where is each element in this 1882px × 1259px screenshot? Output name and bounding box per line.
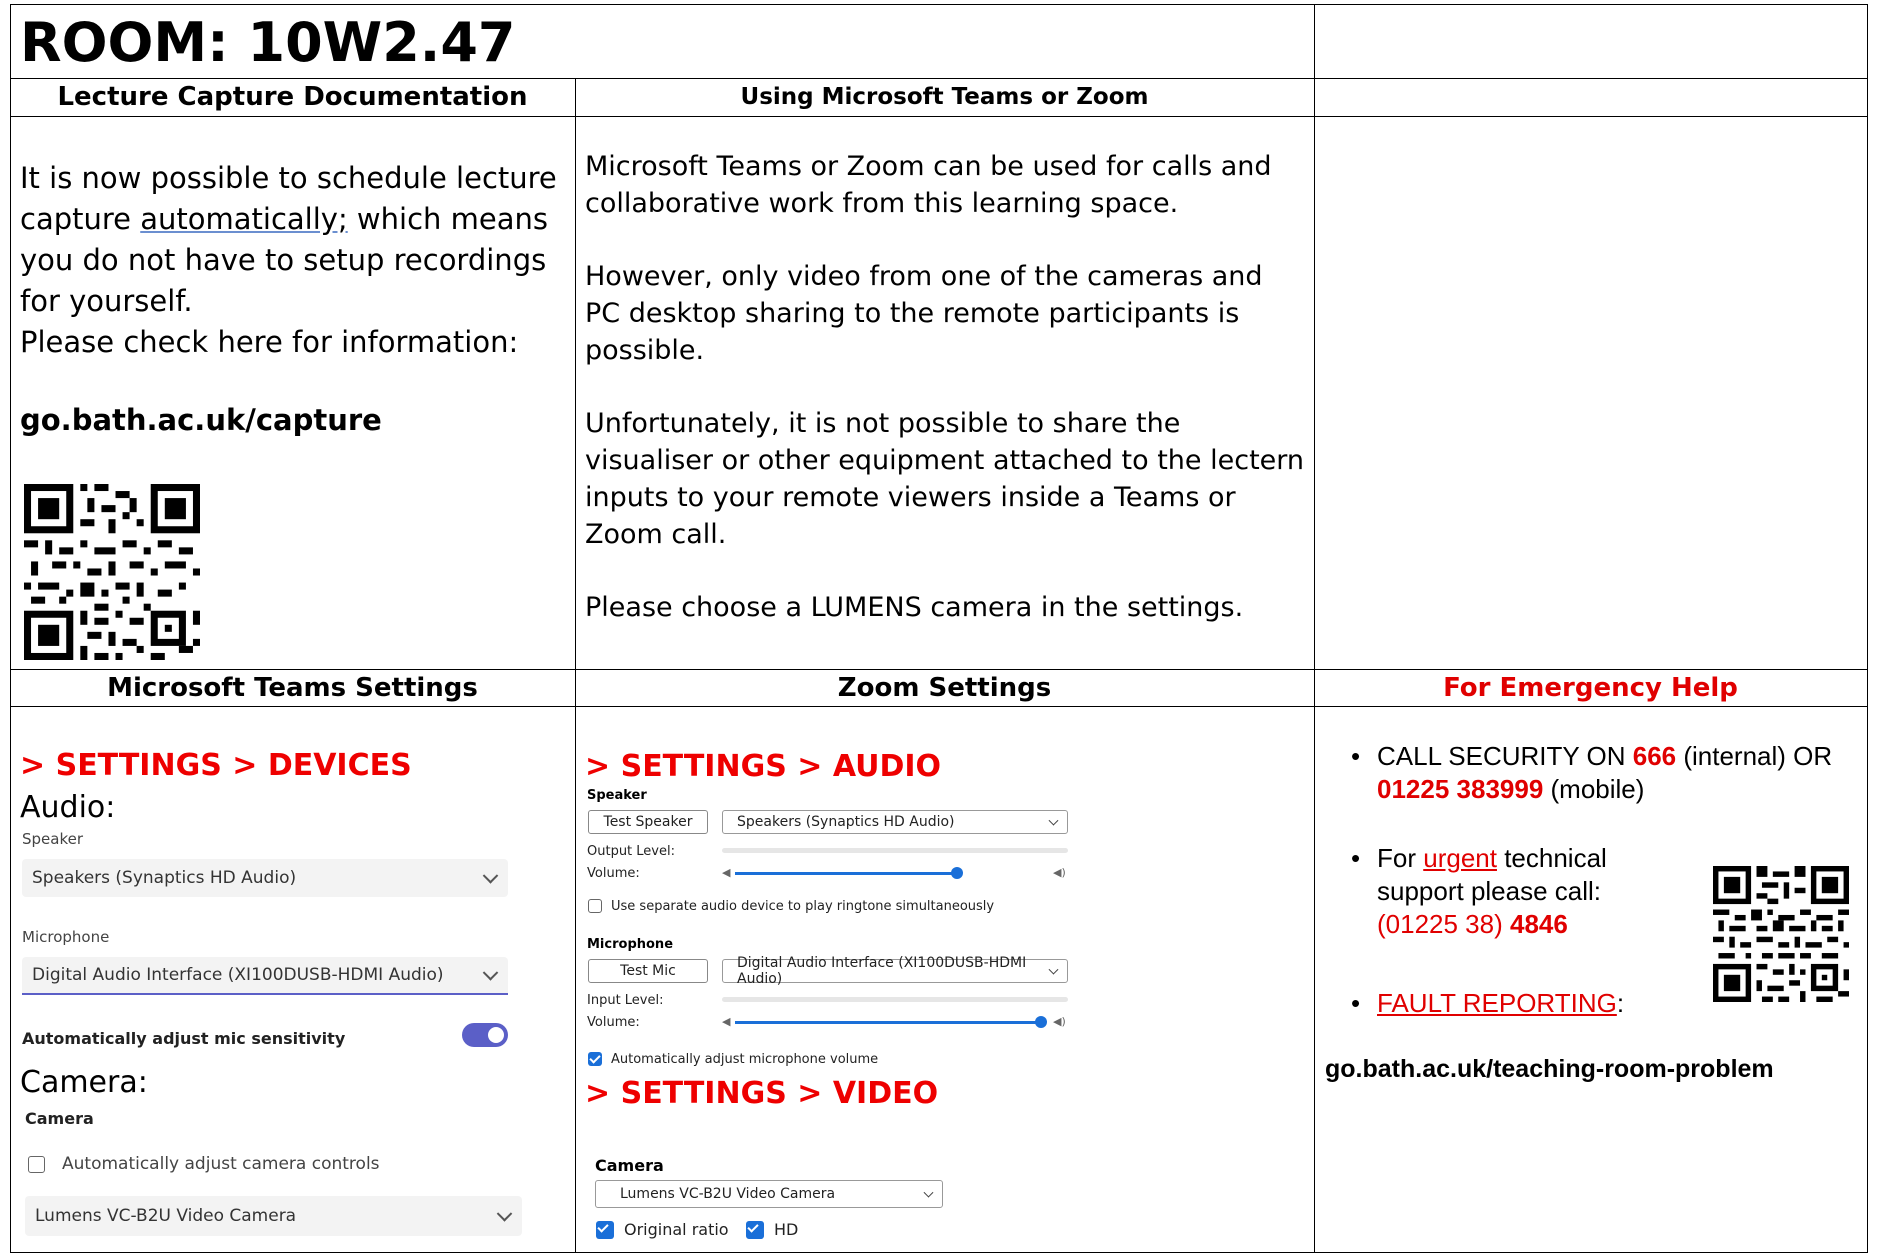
table-divider [1314,4,1315,1253]
zoom-mic-label: Microphone [587,937,674,952]
teams-speaker-dropdown[interactable] [22,859,508,897]
table-divider [10,669,1868,670]
table-divider [10,116,1868,117]
zoom-mic-value: Digital Audio Interface (XI100DUSB-HDMI Audio) [737,955,1027,987]
mic-low-icon: ◀ [722,1015,731,1028]
capture-qr-code [24,484,200,660]
zoom-input-level-label: Input Level: [587,993,664,1008]
speaker-volume-knob[interactable] [951,867,963,879]
auto-camera-checkbox[interactable] [28,1156,45,1173]
chevron-down-icon [483,965,499,981]
info-paragraph-2: However, only video from one of the cameras and PC desktop sharing to the remote participants is possible. [585,261,1263,366]
table-border-top [10,4,1868,5]
fault-reporting-link[interactable]: FAULT REPORTING [1377,988,1617,1018]
zoom-speaker-value: Speakers (Synaptics HD Audio) [737,814,955,830]
zoom-camera-label: Camera [595,1156,664,1175]
teams-auto-camera-label: Automatically adjust camera controls [62,1154,380,1174]
chevron-down-icon [1049,816,1059,826]
fault-reporting-item: • FAULT REPORTING: [1343,987,1624,1020]
teams-zoom-info [585,148,1305,626]
zoom-separate-device-label: Use separate audio device to play ringtone simultaneously [611,899,995,914]
zoom-speaker-label: Speaker [587,788,647,803]
teams-mic-value: Digital Audio Interface (XI100DUSB-HDMI Audio) [32,965,444,985]
table-divider [10,78,1868,79]
table-border-right [1867,4,1868,1253]
mic-volume-track[interactable] [735,1021,1041,1024]
auto-volume-checkbox[interactable] [588,1052,602,1066]
toggle-knob [488,1027,504,1043]
chevron-down-icon [483,868,499,884]
room-title: ROOM: 10W2.47 [20,11,516,74]
info-paragraph-1: Microsoft Teams or Zoom can be used for calls and collaborative work from this learning space. [585,151,1272,219]
zoom-camera-select[interactable] [595,1180,943,1208]
capture-url[interactable]: go.bath.ac.uk/capture [20,403,382,437]
chevron-down-icon [924,1188,934,1198]
hd-label: HD [774,1220,799,1239]
speaker-high-icon: ◀) [1053,866,1066,879]
teams-auto-mic-label: Automatically adjust mic sensitivity [22,1029,346,1048]
info-paragraph-4: Please choose a LUMENS camera in the settings. [585,592,1244,623]
zoom-mic-select[interactable] [722,955,1068,987]
zoom-volume-label: Volume: [587,866,640,881]
teams-mic-dropdown[interactable] [22,957,508,995]
zoom-volume2-label: Volume: [587,1015,640,1030]
hd-checkbox[interactable] [746,1221,764,1239]
automatically-link[interactable]: automatically; [140,202,348,236]
header-lecture-capture: Lecture Capture Documentation [57,82,528,112]
teams-speaker-label: Speaker [22,830,84,848]
header-emergency: For Emergency Help [1443,673,1738,703]
security-item: • CALL SECURITY ON 666 (internal) OR 01225 383999 (mobile) [1343,740,1863,806]
internal-number: 666 [1632,741,1677,771]
output-level-meter [722,848,1068,853]
input-level-meter [722,997,1068,1002]
lecture-capture-paragraph: It is now possible to schedule lecture capture automatically; which means you do not have to setup recordings for yourself. Please check here for information: [20,161,557,359]
teams-speaker-value: Speakers (Synaptics HD Audio) [32,868,297,888]
ext-prefix: (01225 38) [1377,909,1510,939]
urgent-support-item: • For urgent technical support please call: (01225 38) 4846 [1343,842,1633,941]
separate-device-checkbox[interactable] [588,899,602,913]
chevron-down-icon [497,1206,513,1222]
zoom-camera-value: Lumens VC-B2U Video Camera [620,1186,836,1202]
urgent-link[interactable]: urgent [1423,843,1497,873]
fault-url[interactable]: go.bath.ac.uk/teaching-room-problem [1325,1055,1774,1083]
test-speaker-button[interactable]: Test Speaker [588,810,708,834]
original-ratio-checkbox[interactable] [596,1221,614,1239]
teams-camera-heading: Camera: [20,1065,148,1100]
support-extension: 4846 [1509,909,1568,939]
teams-settings-path: > SETTINGS > DEVICES [20,748,412,783]
test-mic-button[interactable]: Test Mic [588,959,708,983]
zoom-output-level-label: Output Level: [587,844,675,859]
teams-audio-heading: Audio: [20,790,116,825]
zoom-video-path: > SETTINGS > VIDEO [585,1076,939,1111]
table-divider [575,78,576,1253]
mobile-number: 01225 383999 [1377,774,1544,804]
teams-camera-value: Lumens VC-B2U Video Camera [35,1206,297,1226]
mic-high-icon: ◀) [1053,1015,1066,1028]
teams-camera-dropdown[interactable] [25,1196,522,1236]
header-teams-or-zoom: Using Microsoft Teams or Zoom [740,84,1149,110]
table-border-left [10,4,11,1253]
speaker-volume-track[interactable] [735,872,957,875]
fault-qr-code [1713,866,1849,1002]
auto-mic-toggle[interactable] [462,1023,508,1047]
header-zoom-settings: Zoom Settings [837,673,1052,703]
info-paragraph-3: Unfortunately, it is not possible to share the visualiser or other equipment attached to the lectern inputs to your remote viewers inside a Teams or Zoom call. [585,408,1305,550]
zoom-auto-volume-label: Automatically adjust microphone volume [611,1052,879,1067]
zoom-audio-path: > SETTINGS > AUDIO [585,749,942,784]
mic-volume-knob[interactable] [1035,1016,1047,1028]
teams-camera-label: Camera [25,1109,94,1128]
zoom-speaker-select[interactable] [722,810,1068,834]
table-divider [10,706,1868,707]
emergency-list [1343,740,1863,806]
table-border-bottom [10,1252,1868,1253]
teams-mic-label: Microphone [22,928,110,946]
original-ratio-label: Original ratio [624,1220,729,1239]
speaker-low-icon: ◀ [722,866,731,879]
header-teams-settings: Microsoft Teams Settings [107,673,478,703]
